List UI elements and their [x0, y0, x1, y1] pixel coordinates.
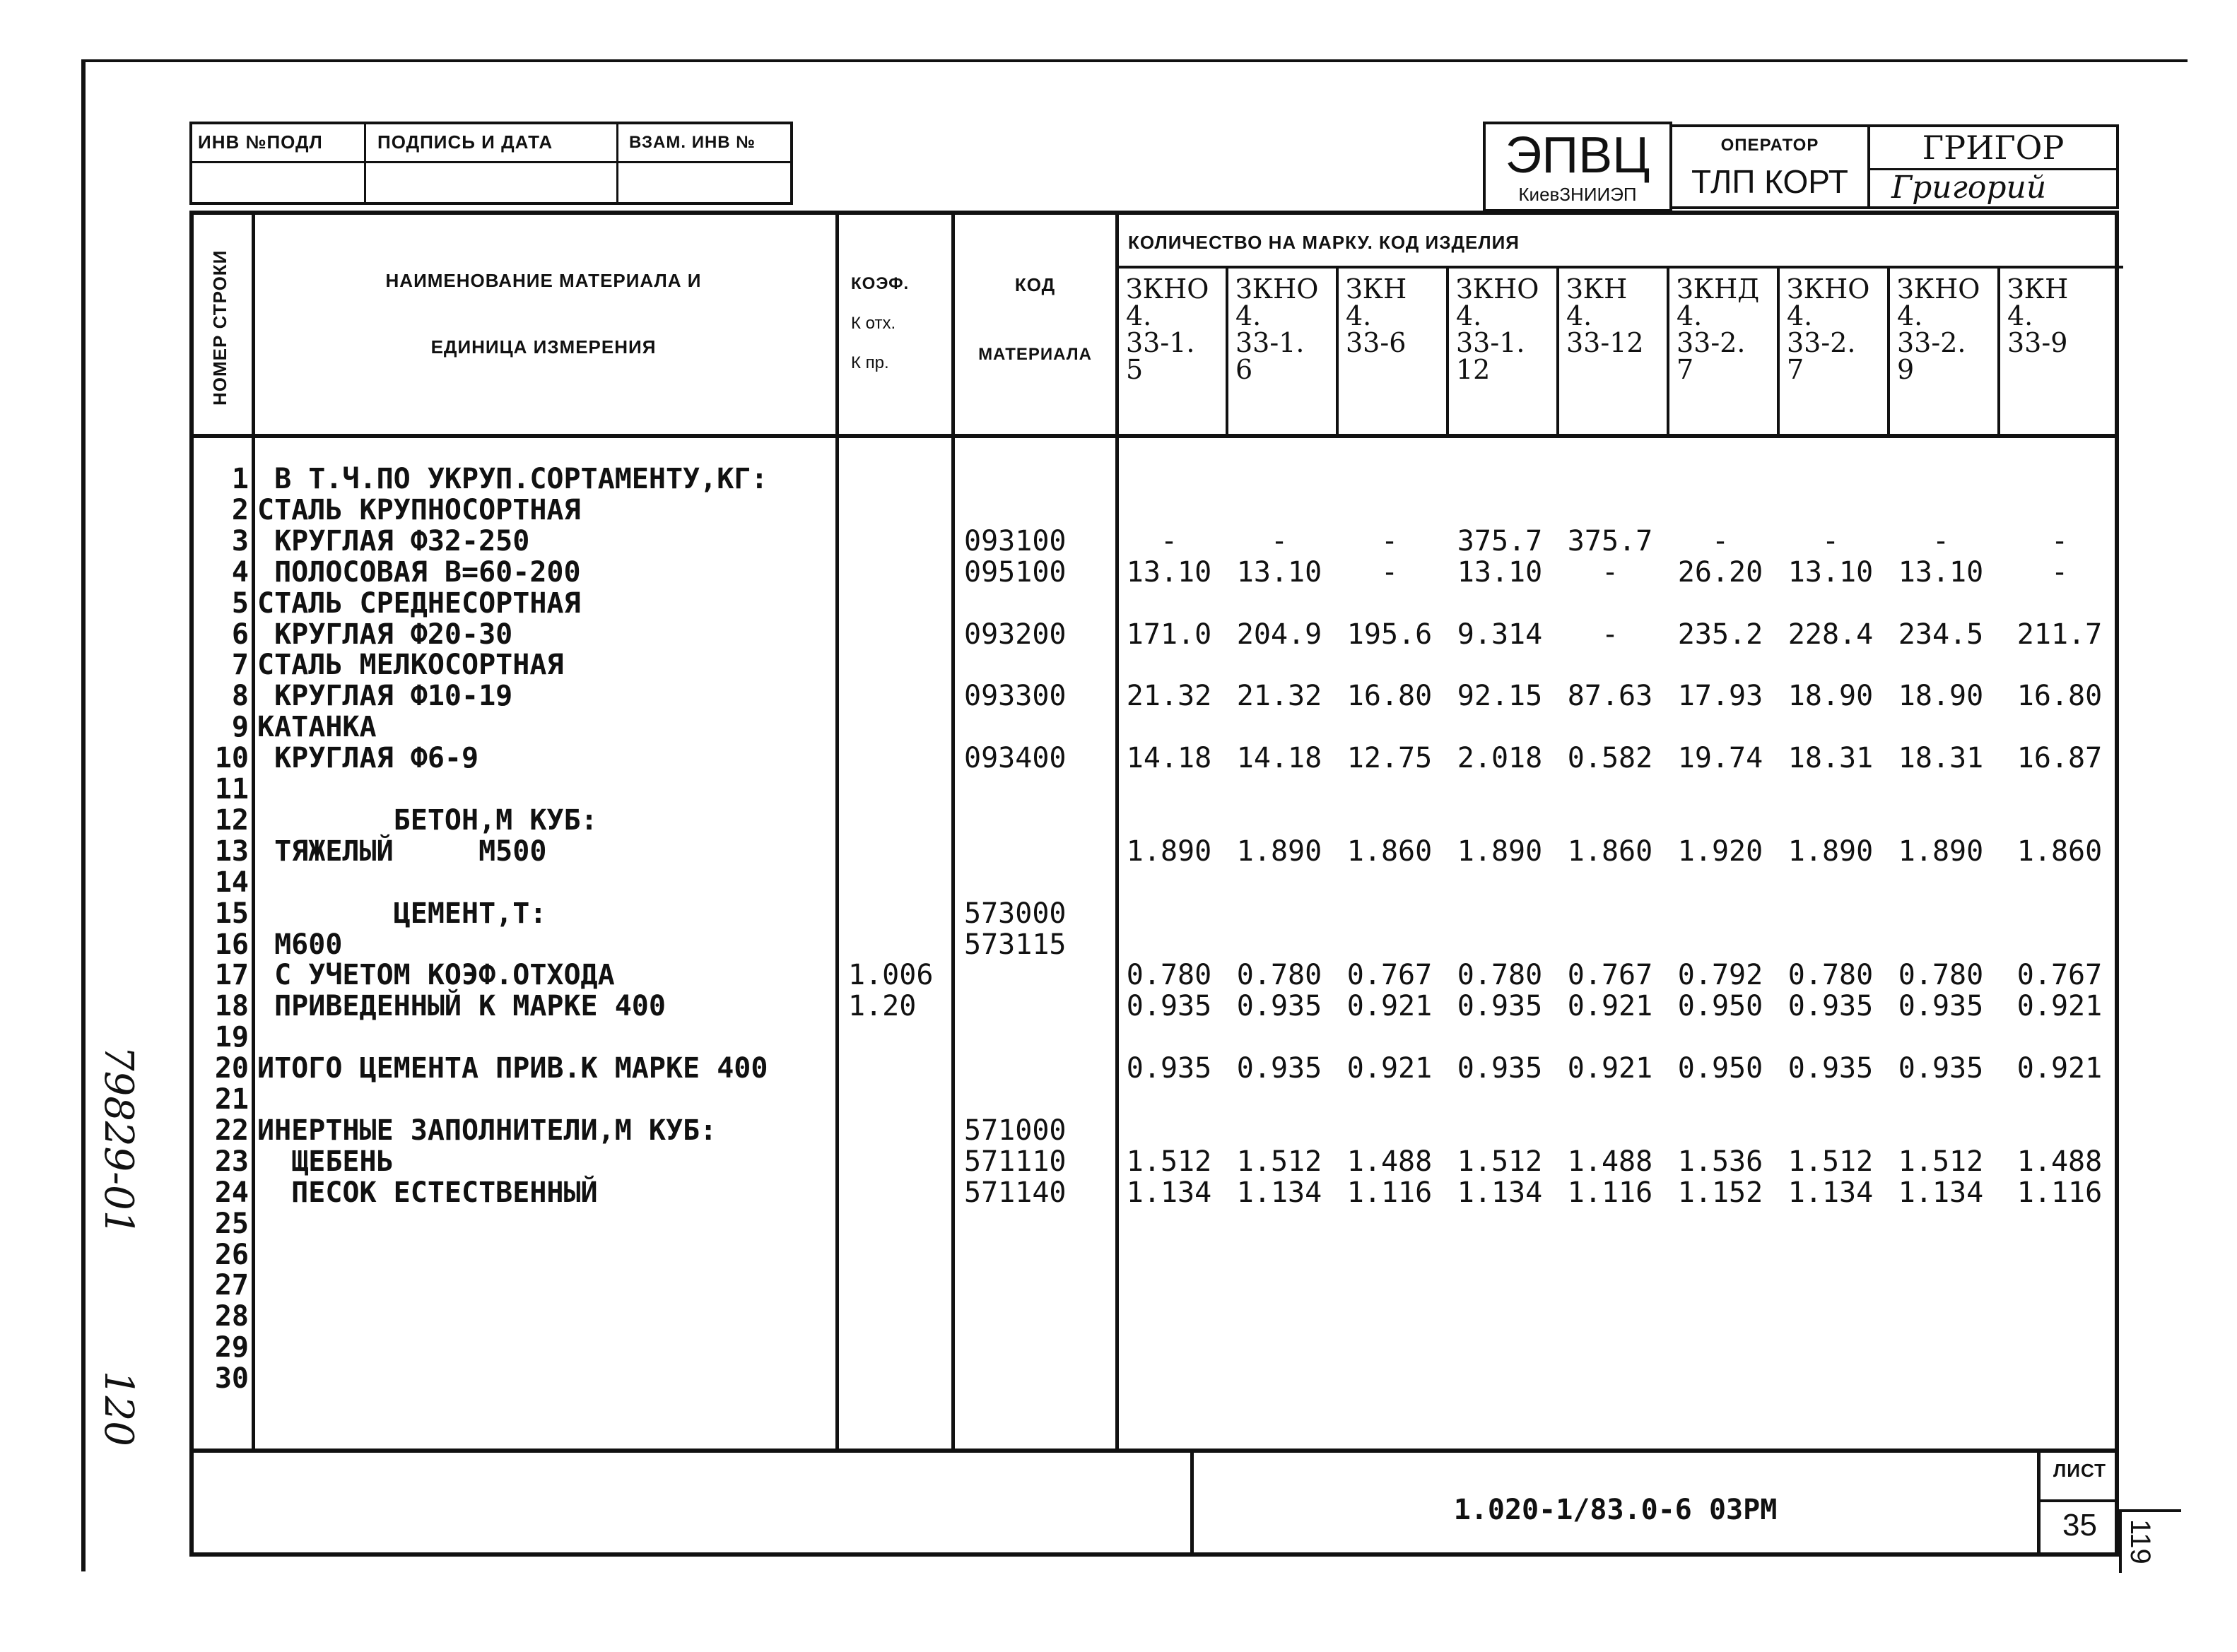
material-code: 093400: [964, 742, 1067, 775]
quantity-cell: 1.488: [1567, 1145, 1653, 1178]
header-quantity: КОЛИЧЕСТВО НА МАРКУ. КОД ИЗДЕЛИЯ: [1128, 232, 1520, 253]
row-number: 30: [214, 1362, 249, 1396]
quantity-cell: 0.935: [1126, 1052, 1212, 1085]
brand-header: [1235, 273, 1319, 385]
quantity-cell: 12.75: [1346, 742, 1433, 775]
table-row: [194, 774, 2116, 805]
quantity-cell: 0.935: [1457, 1052, 1543, 1085]
table-row: [194, 1022, 2116, 1053]
quantity-cell: 1.116: [2016, 1176, 2103, 1209]
quantity-cell: -: [1380, 555, 1399, 589]
quantity-cell: 9.314: [1457, 618, 1543, 651]
table-row: [194, 1084, 2116, 1115]
quantity-cell: 0.921: [2016, 990, 2103, 1023]
brand-header-line: 4.: [1346, 300, 1372, 331]
quantity-cell: 0.950: [1677, 990, 1763, 1023]
material-name: ИТОГО ЦЕМЕНТА ПРИВ.К МАРКЕ 400: [257, 1052, 768, 1085]
material-code: 571140: [964, 1176, 1067, 1209]
row-number: 23: [214, 1145, 249, 1178]
row-number: 15: [214, 897, 249, 930]
row-number: 1: [231, 463, 249, 495]
table-row: [194, 836, 2116, 867]
quantity-cell: -: [1380, 524, 1399, 557]
row-number: 19: [214, 1021, 249, 1054]
quantity-cell: 13.10: [1787, 555, 1874, 589]
quantity-cell: 1.488: [2016, 1145, 2103, 1178]
quantity-cell: 92.15: [1457, 680, 1543, 713]
table-row: [194, 557, 2116, 588]
quantity-cell: 18.90: [1898, 680, 1984, 713]
doc-code: 1.020-1/83.0-6 03РМ: [1453, 1494, 1778, 1526]
brand-header-line: 6: [1235, 354, 1253, 385]
brand-header-line: 9: [1897, 354, 1915, 385]
quantity-cell: 0.921: [1346, 990, 1433, 1023]
quantity-cell: 16.80: [1346, 680, 1433, 713]
stamp-inv-podl: ИНВ №ПОДЛ: [198, 131, 323, 153]
material-code: 573115: [964, 928, 1067, 961]
quantity-cell: 18.31: [1898, 742, 1984, 775]
quantity-cell: 0.935: [1787, 990, 1874, 1023]
corner-mark: [2119, 1509, 2181, 1512]
quantity-cell: 0.935: [1898, 1052, 1984, 1085]
operator-label: ОПЕРАТОР: [1720, 136, 1819, 155]
brand-header-line: 33-1.: [1235, 327, 1305, 358]
quantity-cell: 1.512: [1898, 1145, 1984, 1178]
table-row: [194, 805, 2116, 836]
coef-value: 1.20: [848, 990, 917, 1023]
brand-header-line: ЗКНД: [1677, 273, 1760, 305]
brand-header-line: 33-6: [1346, 327, 1407, 358]
material-name: ПОЛОСОВАЯ В=60-200: [257, 555, 581, 589]
quantity-cell: 204.9: [1236, 618, 1322, 651]
brand-header-line: 4.: [2007, 300, 2033, 331]
row-number: 4: [231, 555, 249, 589]
row-number: 28: [214, 1300, 249, 1333]
quantity-cell: 13.10: [1236, 555, 1322, 589]
quantity-cell: 195.6: [1346, 618, 1433, 651]
quantity-cell: -: [2050, 524, 2069, 557]
material-name: КРУГЛАЯ Ф32-250: [257, 524, 530, 557]
table-row: [194, 991, 2116, 1022]
quantity-cell: 0.935: [1126, 990, 1212, 1023]
brand-header-line: 4.: [1677, 300, 1703, 331]
row-number: 12: [214, 803, 249, 837]
table-row: [194, 712, 2116, 743]
quantity-cell: 1.512: [1236, 1145, 1322, 1178]
left-border: [81, 59, 86, 1571]
brand-header-line: 33-2.: [1677, 327, 1746, 358]
quantity-cell: -: [1821, 524, 1840, 557]
brand-header: [1126, 273, 1209, 385]
sheet-number: 35: [2062, 1508, 2097, 1542]
row-number: 16: [214, 928, 249, 961]
quantity-cell: 1.890: [1236, 834, 1322, 868]
author-signature: Григорий: [1891, 170, 2047, 206]
brand-header: [1897, 273, 1980, 385]
quantity-cell: 1.512: [1787, 1145, 1874, 1178]
row-number: 18: [214, 990, 249, 1023]
table-row: [194, 1177, 2116, 1208]
row-number: 21: [214, 1083, 249, 1116]
row-number: 13: [214, 834, 249, 868]
material-name: ПЕСОК ЕСТЕСТВЕННЫЙ: [257, 1176, 598, 1209]
stamp-podpis: ПОДПИСЬ И ДАТА: [377, 131, 553, 153]
material-code: 573000: [964, 897, 1067, 930]
material-name: В Т.Ч.ПО УКРУП.СОРТАМЕНТУ,КГ:: [257, 463, 768, 495]
table-row: [194, 929, 2116, 960]
quantity-cell: 1.860: [2016, 834, 2103, 868]
quantity-cell: 0.921: [2016, 1052, 2103, 1085]
quantity-cell: 228.4: [1787, 618, 1874, 651]
row-number: 11: [214, 773, 249, 806]
quantity-cell: 1.890: [1126, 834, 1212, 868]
brand-header: [1456, 273, 1539, 385]
brand-header: [1566, 273, 1644, 358]
table-row: [194, 1270, 2116, 1301]
brand-header-line: ЗКНО: [1126, 273, 1209, 305]
brand-header-line: ЗКН: [1566, 273, 1628, 305]
material-name: ЦЕМЕНТ,Т:: [257, 897, 547, 930]
brand-header-line: 33-1.: [1456, 327, 1525, 358]
quantity-cell: -: [1160, 524, 1178, 557]
corner-number: 119: [2125, 1519, 2156, 1564]
table-row: [194, 680, 2116, 712]
row-number: 29: [214, 1331, 249, 1364]
quantity-cell: 1.116: [1567, 1176, 1653, 1209]
table-row: [194, 588, 2116, 619]
quantity-cell: 1.860: [1567, 834, 1653, 868]
row-number: 5: [231, 586, 249, 620]
quantity-cell: 0.767: [1346, 959, 1433, 992]
quantity-cell: -: [1601, 618, 1619, 651]
material-name: КАТАНКА: [257, 711, 377, 744]
quantity-cell: 0.935: [1236, 990, 1322, 1023]
brand-header-line: 4.: [1897, 300, 1923, 331]
stamp-vzam: ВЗАМ. ИНВ №: [629, 133, 756, 152]
table-row: [194, 1115, 2116, 1146]
row-number: 24: [214, 1176, 249, 1209]
coef-value: 1.006: [848, 959, 934, 992]
quantity-cell: 0.935: [1787, 1052, 1874, 1085]
quantity-cell: 0.780: [1236, 959, 1322, 992]
table-row: [194, 1053, 2116, 1084]
quantity-cell: 1.134: [1898, 1176, 1984, 1209]
table-row: [194, 619, 2116, 650]
quantity-cell: 0.950: [1677, 1052, 1763, 1085]
material-code: 093100: [964, 524, 1067, 557]
table-row: [194, 1208, 2116, 1239]
stamp-top-left: [189, 122, 793, 205]
material-code: 571000: [964, 1114, 1067, 1147]
brand-header-line: 4.: [1235, 300, 1262, 331]
quantity-cell: 16.87: [2016, 742, 2103, 775]
row-number: 7: [231, 649, 249, 682]
quantity-cell: 171.0: [1126, 618, 1212, 651]
material-name: КРУГЛАЯ Ф6-9: [257, 742, 479, 775]
quantity-cell: 0.780: [1898, 959, 1984, 992]
material-name: М600: [257, 928, 343, 961]
brand-header-line: 12: [1456, 354, 1491, 385]
quantity-cell: 19.74: [1677, 742, 1763, 775]
quantity-cell: 375.7: [1567, 524, 1653, 557]
quantity-cell: -: [1601, 555, 1619, 589]
quantity-cell: -: [2050, 555, 2069, 589]
quantity-cell: 1.134: [1787, 1176, 1874, 1209]
quantity-cell: 1.860: [1346, 834, 1433, 868]
org-name: ЭПВЦ: [1505, 127, 1650, 184]
brand-header-line: ЗКН: [1346, 273, 1407, 305]
brand-header-line: 33-2.: [1897, 327, 1966, 358]
header-name-line1: НАИМЕНОВАНИЕ МАТЕРИАЛА И: [385, 270, 702, 291]
table-row: [194, 1332, 2116, 1363]
quantity-cell: 16.80: [2016, 680, 2103, 713]
side-number: 79829-01: [95, 1046, 141, 1236]
quantity-cell: 1.890: [1898, 834, 1984, 868]
quantity-cell: 1.116: [1346, 1176, 1433, 1209]
table-row: [194, 649, 2116, 680]
material-name: С УЧЕТОМ КОЭФ.ОТХОДА: [257, 959, 615, 992]
brand-header-line: ЗКНО: [1456, 273, 1539, 305]
stamp-top-right: [1483, 122, 2119, 212]
quantity-cell: 211.7: [2016, 618, 2103, 651]
material-code: 095100: [964, 555, 1067, 589]
quantity-cell: 1.488: [1346, 1145, 1433, 1178]
header-coef-line2: К отх.: [851, 314, 896, 333]
operator-box: [1672, 124, 1870, 209]
row-number: 14: [214, 866, 249, 899]
material-name: СТАЛЬ МЕЛКОСОРТНАЯ: [257, 649, 564, 682]
brand-header-line: ЗКНО: [1787, 273, 1870, 305]
row-number: 26: [214, 1238, 249, 1271]
brand-header-line: ЗКН: [2007, 273, 2069, 305]
row-number: 20: [214, 1052, 249, 1085]
row-number: 3: [231, 524, 249, 557]
brand-header-line: ЗКНО: [1897, 273, 1980, 305]
header-coef-line1: КОЭФ.: [851, 274, 910, 293]
material-name: ЩЕБЕНЬ: [257, 1145, 394, 1178]
brand-header: [1677, 273, 1760, 385]
brand-header-line: 4.: [1126, 300, 1152, 331]
quantity-cell: 26.20: [1677, 555, 1763, 589]
row-number: 10: [214, 742, 249, 775]
quantity-cell: 1.512: [1457, 1145, 1543, 1178]
quantity-cell: 1.890: [1457, 834, 1543, 868]
quantity-cell: 0.921: [1346, 1052, 1433, 1085]
quantity-cell: 0.780: [1126, 959, 1212, 992]
author-box: [1870, 124, 2119, 209]
quantity-cell: 0.767: [2016, 959, 2103, 992]
table-row: [194, 1146, 2116, 1177]
quantity-cell: 375.7: [1457, 524, 1543, 557]
quantity-cell: 234.5: [1898, 618, 1984, 651]
quantity-cell: 14.18: [1236, 742, 1322, 775]
table-row: [194, 960, 2116, 991]
table-row: [194, 526, 2116, 557]
brand-header-line: 4.: [1456, 300, 1482, 331]
brand-header-line: 7: [1677, 354, 1694, 385]
quantity-cell: 1.920: [1677, 834, 1763, 868]
quantity-cell: 1.134: [1457, 1176, 1543, 1209]
quantity-cell: 1.134: [1126, 1176, 1212, 1209]
table-row: [194, 743, 2116, 774]
quantity-cell: 0.921: [1567, 1052, 1653, 1085]
brand-header-line: 33-12: [1566, 327, 1644, 358]
brand-header-line: 33-2.: [1787, 327, 1856, 358]
quantity-cell: 18.31: [1787, 742, 1874, 775]
brand-header-line: 7: [1787, 354, 1804, 385]
row-number: 2: [231, 493, 249, 526]
quantity-cell: 1.152: [1677, 1176, 1763, 1209]
quantity-cell: 0.921: [1567, 990, 1653, 1023]
row-number: 17: [214, 959, 249, 992]
row-number: 6: [231, 618, 249, 651]
material-name: БЕТОН,М КУБ:: [257, 803, 598, 837]
quantity-cell: 1.134: [1236, 1176, 1322, 1209]
quantity-cell: 13.10: [1898, 555, 1984, 589]
table-row: [194, 867, 2116, 898]
quantity-cell: 0.582: [1567, 742, 1653, 775]
material-name: КРУГЛАЯ Ф10-19: [257, 680, 513, 713]
quantity-cell: -: [1711, 524, 1730, 557]
row-number: 9: [231, 711, 249, 744]
quantity-cell: -: [1270, 524, 1288, 557]
material-name: КРУГЛАЯ Ф20-30: [257, 618, 513, 651]
material-name: ИНЕРТНЫЕ ЗАПОЛНИТЕЛИ,М КУБ:: [257, 1114, 717, 1147]
quantity-cell: 0.780: [1457, 959, 1543, 992]
row-number: 25: [214, 1207, 249, 1240]
quantity-cell: 21.32: [1126, 680, 1212, 713]
brand-header-line: 33-9: [2007, 327, 2068, 358]
quantity-cell: 0.780: [1787, 959, 1874, 992]
header-name-line2: ЕДИНИЦА ИЗМЕРЕНИЯ: [430, 336, 657, 358]
quantity-cell: 0.792: [1677, 959, 1763, 992]
brand-header-line: 5: [1126, 354, 1144, 385]
quantity-cell: 1.536: [1677, 1145, 1763, 1178]
quantity-cell: 0.935: [1236, 1052, 1322, 1085]
quantity-cell: 0.935: [1457, 990, 1543, 1023]
quantity-cell: 0.935: [1898, 990, 1984, 1023]
brand-header-line: 4.: [1566, 300, 1592, 331]
quantity-cell: 21.32: [1236, 680, 1322, 713]
table-row: [194, 495, 2116, 526]
brand-header-line: 4.: [1787, 300, 1813, 331]
material-name: ПРИВЕДЕННЫЙ К МАРКЕ 400: [257, 990, 666, 1023]
brand-header: [1346, 273, 1407, 358]
table-row: [194, 464, 2116, 495]
quantity-cell: -: [1932, 524, 1950, 557]
header-row-number: НОМЕР СТРОКИ: [209, 249, 230, 406]
table-row: [194, 1301, 2116, 1332]
brand-header: [1787, 273, 1870, 385]
main-table: [189, 211, 2119, 1557]
quantity-cell: 13.10: [1457, 555, 1543, 589]
top-border: [81, 59, 2188, 62]
material-code: 093300: [964, 680, 1067, 713]
quantity-cell: 2.018: [1457, 742, 1543, 775]
table-row: [194, 1239, 2116, 1270]
org-sub: КиевЗНИИЭП: [1518, 184, 1637, 205]
material-name: СТАЛЬ КРУПНОСОРТНАЯ: [257, 493, 581, 526]
header-code-line2: МАТЕРИАЛА: [978, 345, 1092, 364]
org-box: [1483, 122, 1672, 212]
quantity-cell: 17.93: [1677, 680, 1763, 713]
header-coef-line3: К пр.: [851, 353, 889, 372]
material-code: 093200: [964, 618, 1067, 651]
table-row: [194, 1363, 2116, 1394]
author-name: ГРИГОР: [1922, 129, 2065, 167]
material-name: СТАЛЬ СРЕДНЕСОРТНАЯ: [257, 586, 581, 620]
quantity-cell: 1.890: [1787, 834, 1874, 868]
quantity-cell: 0.767: [1567, 959, 1653, 992]
row-number: 22: [214, 1114, 249, 1147]
header-code-line1: КОД: [1014, 274, 1056, 295]
quantity-cell: 1.512: [1126, 1145, 1212, 1178]
brand-header-line: 33-1.: [1126, 327, 1195, 358]
quantity-cell: 18.90: [1787, 680, 1874, 713]
side-page: 120: [95, 1371, 141, 1446]
brand-header: [2007, 273, 2069, 358]
quantity-cell: 87.63: [1567, 680, 1653, 713]
row-number: 8: [231, 680, 249, 713]
material-code: 571110: [964, 1145, 1067, 1178]
sheet-label: ЛИСТ: [2053, 1460, 2106, 1481]
operator-value: ТЛП КОРТ: [1691, 163, 1848, 200]
quantity-cell: 13.10: [1126, 555, 1212, 589]
quantity-cell: 14.18: [1126, 742, 1212, 775]
quantity-cell: 235.2: [1677, 618, 1763, 651]
brand-header-line: ЗКНО: [1235, 273, 1319, 305]
table-row: [194, 898, 2116, 929]
material-name: ТЯЖЕЛЫЙ М500: [257, 834, 547, 868]
row-number: 27: [214, 1269, 249, 1302]
